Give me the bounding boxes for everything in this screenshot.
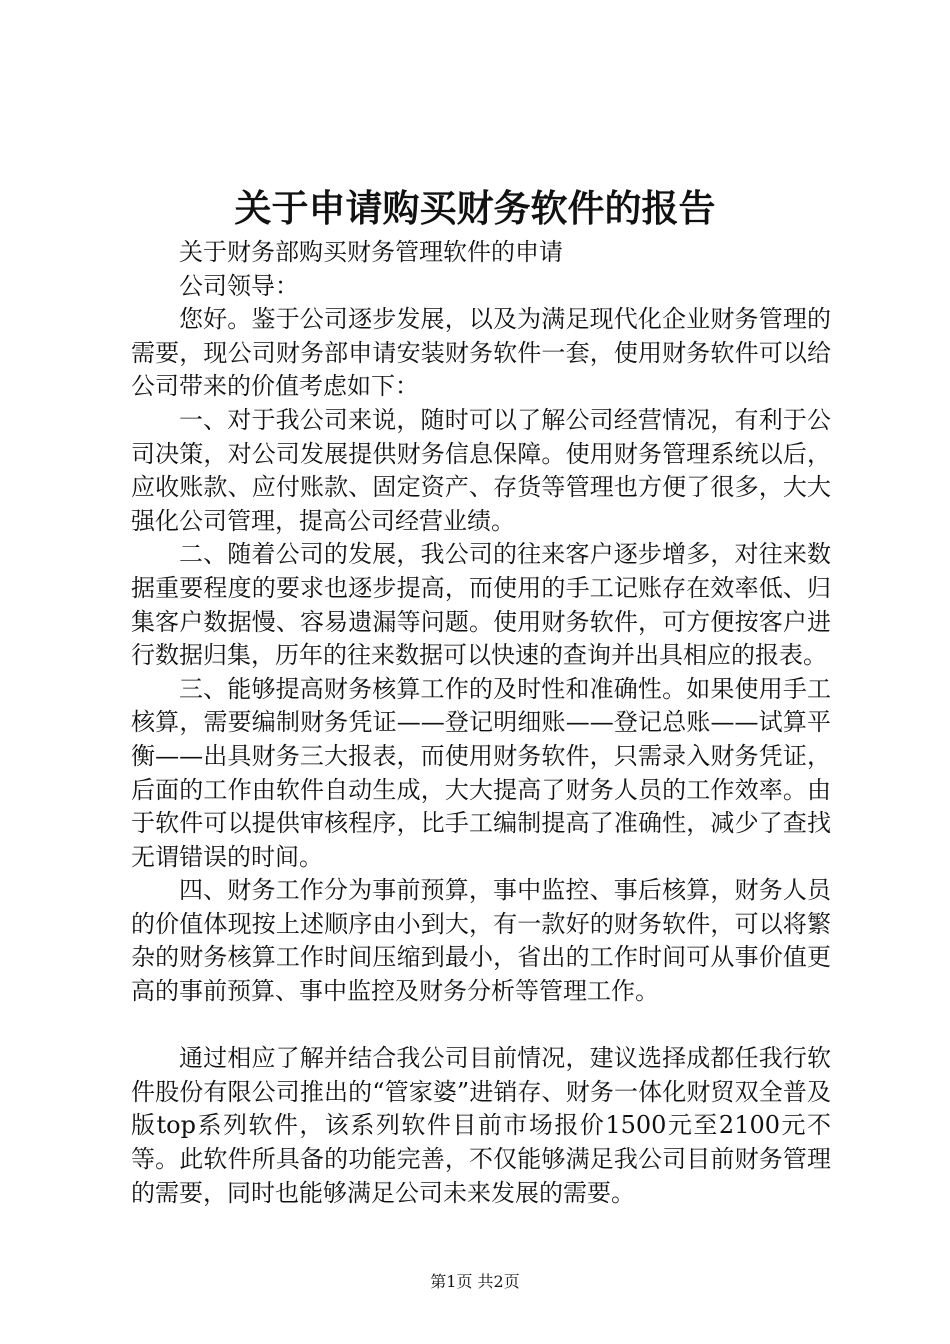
document-body — [131, 236, 831, 1210]
paragraph-recommendation: 通过相应了解并结合我公司目前情况，建议选择成都任我行软件股份有限公司推出的“管家婆”进销存、财务一体化财贸双全普及版top系列软件，该系列软件目前市场报价1500元至2100元不等。此软件所具备的功能完善，不仅能够满足我公司目前财务管理的需要，同时也能够满足公司未来发展的需要。 — [131, 1044, 831, 1207]
subject-line: 关于财务部购买财务管理软件的申请 — [179, 238, 563, 266]
paragraph-point-3: 三、能够提高财务核算工作的及时性和准确性。如果使用手工核算，需要编制财务凭证——登记明细账——登记总账——试算平衡——出具财务三大报表，而使用财务软件，只需录入财务凭证，后面的工作由软件自动生成，大大提高了财务人员的工作效率。由于软件可以提供审核程序，比手工编制提高了准确性，减少了查找无谓错误的时间。 — [131, 674, 831, 871]
paragraph-gap — [131, 1009, 831, 1043]
paragraph-point-4: 四、财务工作分为事前预算，事中监控、事后核算，财务人员的价值体现按上述顺序由小到大，有一款好的财务软件，可以将繁杂的财务核算工作时间压缩到最小，省出的工作时间可从事价值更高的事前预算、事中监控及财务分析等管理工作。 — [131, 876, 831, 1006]
paragraph-point-1: 一、对于我公司来说，随时可以了解公司经营情况，有利于公司决策，对公司发展提供财务信息保障。使用财务管理系统以后，应收账款、应付账款、固定资产、存货等管理也方便了很多，大大强化公司管理，提高公司经营业绩。 — [131, 405, 831, 535]
paragraph-intro: 您好。鉴于公司逐步发展，以及为满足现代化企业财务管理的需要，现公司财务部申请安装财务软件一套，使用财务软件可以给公司带来的价值考虑如下： — [131, 305, 831, 401]
page-number: 第1页 共2页 — [430, 1272, 520, 1291]
document-title: 关于申请购买财务软件的报告 — [234, 186, 716, 230]
salutation: 公司领导： — [179, 271, 299, 300]
paragraph-point-2: 二、随着公司的发展，我公司的往来客户逐步增多，对往来数据重要程度的要求也逐步提高，而使用的手工记账存在效率低、归集客户数据慢、容易遗漏等问题。使用财务软件，可方便按客户进行数据归集，历年的往来数据可以快速的查询并出具相应的报表。 — [131, 540, 831, 670]
